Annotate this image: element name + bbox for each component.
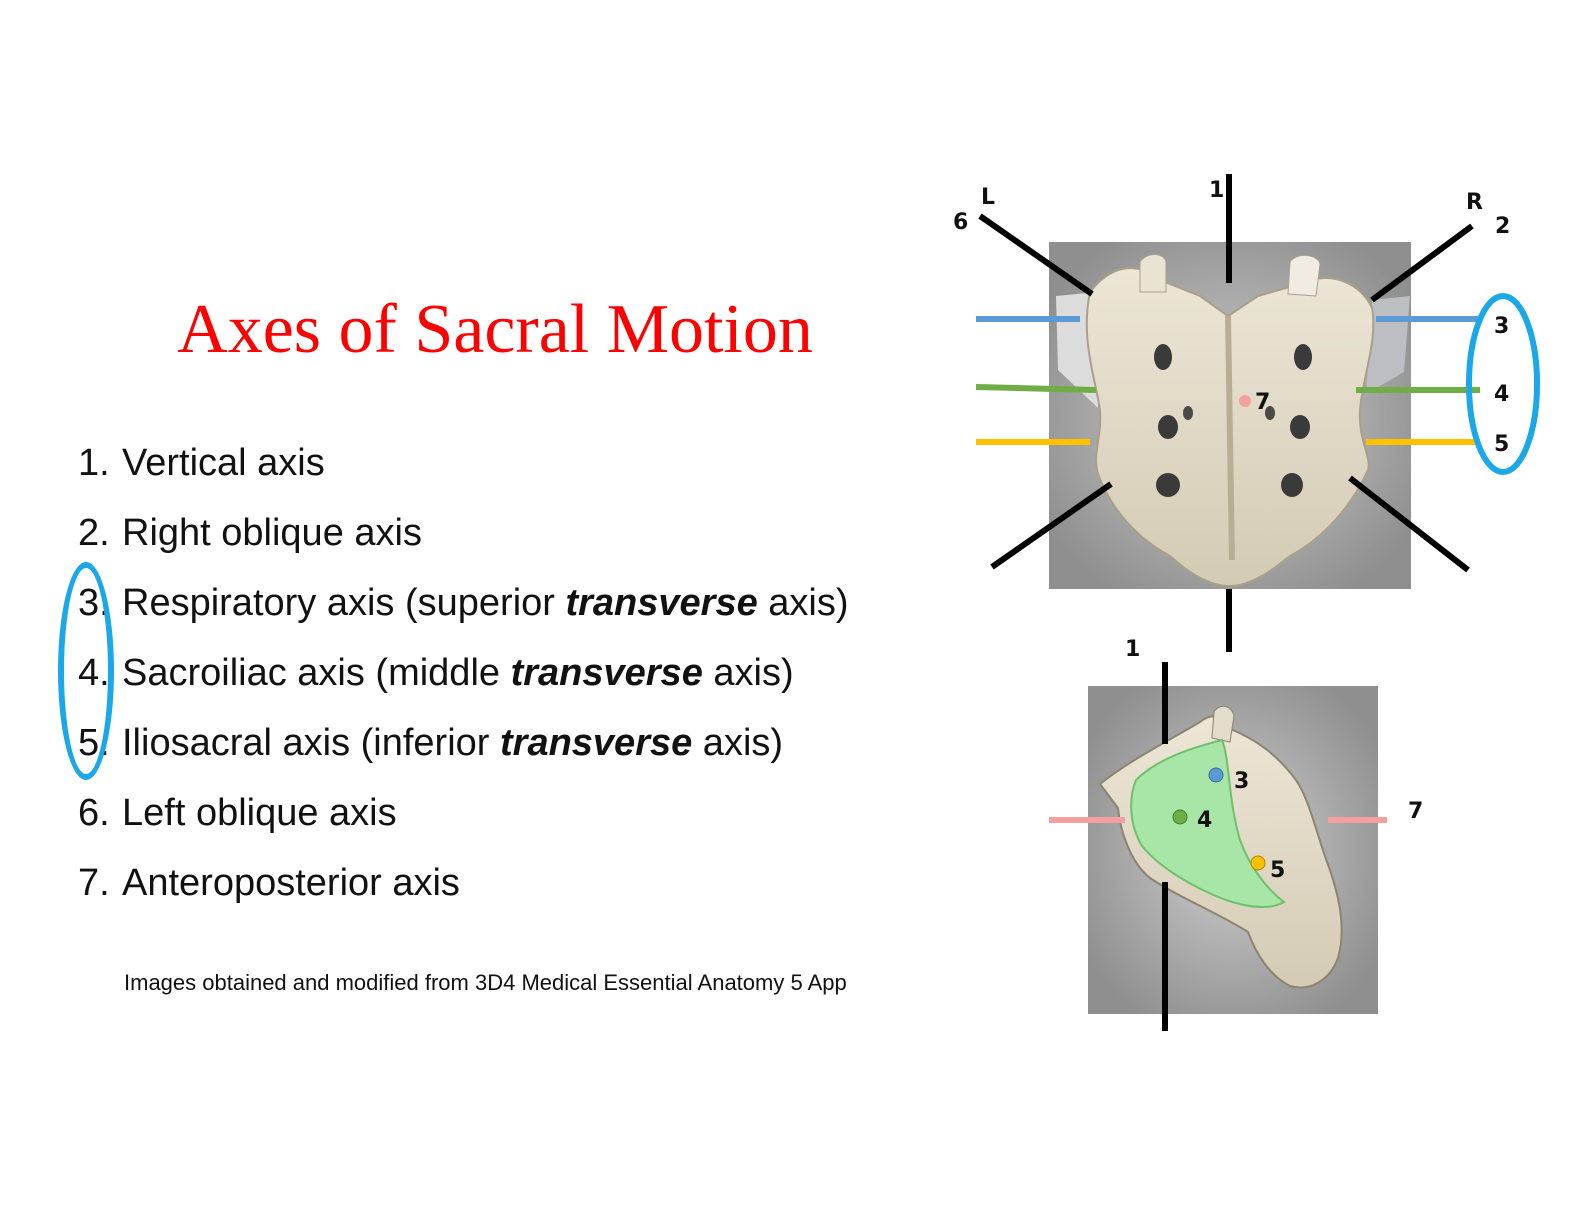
label-left-oblique-axis: 6 — [953, 210, 969, 235]
foramen-hole — [1183, 406, 1193, 420]
axis-number: 1. — [78, 442, 110, 484]
foramen-hole — [1281, 473, 1303, 497]
respiratory-axis-dot — [1209, 768, 1223, 782]
posterior-view — [953, 174, 1537, 652]
axis-label: Vertical axis — [122, 442, 325, 484]
sacroiliac-axis-line-left — [976, 387, 1096, 390]
lateral-facet-shape — [1212, 706, 1234, 742]
label-lateral-anteroposterior-axis: 7 — [1408, 799, 1424, 824]
axis-number: 7. — [78, 862, 110, 904]
label-sacroiliac-axis: 4 — [1494, 382, 1510, 407]
foramen-hole — [1156, 473, 1180, 497]
label-respiratory-axis: 3 — [1494, 314, 1510, 339]
axis-label: Iliosacral axis (inferior — [122, 722, 500, 764]
axis-label: Anteroposterior axis — [122, 862, 460, 904]
axis-label: Respiratory axis (superior — [122, 582, 566, 624]
iliosacral-axis-dot — [1251, 856, 1265, 870]
axis-number: 5. — [78, 722, 110, 764]
label-iliosacral-axis: 5 — [1494, 432, 1510, 457]
axis-label: Left oblique axis — [122, 792, 397, 834]
sacroiliac-axis-dot — [1173, 810, 1187, 824]
axis-label: Right oblique axis — [122, 512, 422, 554]
label-anteroposterior-axis: 7 — [1255, 390, 1271, 415]
image-credit: Images obtained and modified from 3D4 Medical Essential Anatomy 5 App — [124, 970, 847, 995]
label-lateral-sacroiliac-axis: 4 — [1197, 808, 1213, 833]
label-lateral-respiratory-axis: 3 — [1234, 769, 1250, 794]
axis-label: Sacroiliac axis (middle — [122, 652, 511, 694]
axis-label-end: axis) — [692, 722, 784, 764]
axis-label-end: axis) — [702, 652, 794, 694]
label-right-oblique-axis: 2 — [1495, 214, 1511, 239]
right-facet-shape — [1288, 255, 1320, 296]
foramen-hole — [1154, 344, 1172, 370]
label-lateral-iliosacral-axis: 5 — [1270, 858, 1286, 883]
label-right-side: R — [1466, 190, 1483, 215]
axis-number: 4. — [78, 652, 110, 694]
axis-number: 2. — [78, 512, 110, 554]
lateral-view — [1049, 637, 1423, 1031]
left-facet-shape — [1140, 255, 1166, 293]
axis-emphasis: transverse — [510, 652, 703, 694]
anteroposterior-axis-dot — [1239, 395, 1251, 407]
axis-label-end: axis) — [757, 582, 849, 624]
median-crest-shape — [1228, 316, 1232, 560]
foramen-hole — [1294, 344, 1312, 370]
foramen-hole — [1290, 415, 1310, 439]
axis-emphasis: transverse — [565, 582, 758, 624]
axis-emphasis: transverse — [500, 722, 693, 764]
label-vertical-axis: 1 — [1209, 178, 1225, 203]
foramen-hole — [1158, 415, 1178, 439]
label-lateral-vertical-axis: 1 — [1125, 637, 1141, 662]
axis-number: 6. — [78, 792, 110, 834]
label-left-side: L — [981, 185, 996, 210]
axis-number: 3. — [78, 582, 110, 624]
slide-title: Axes of Sacral Motion — [177, 291, 813, 368]
